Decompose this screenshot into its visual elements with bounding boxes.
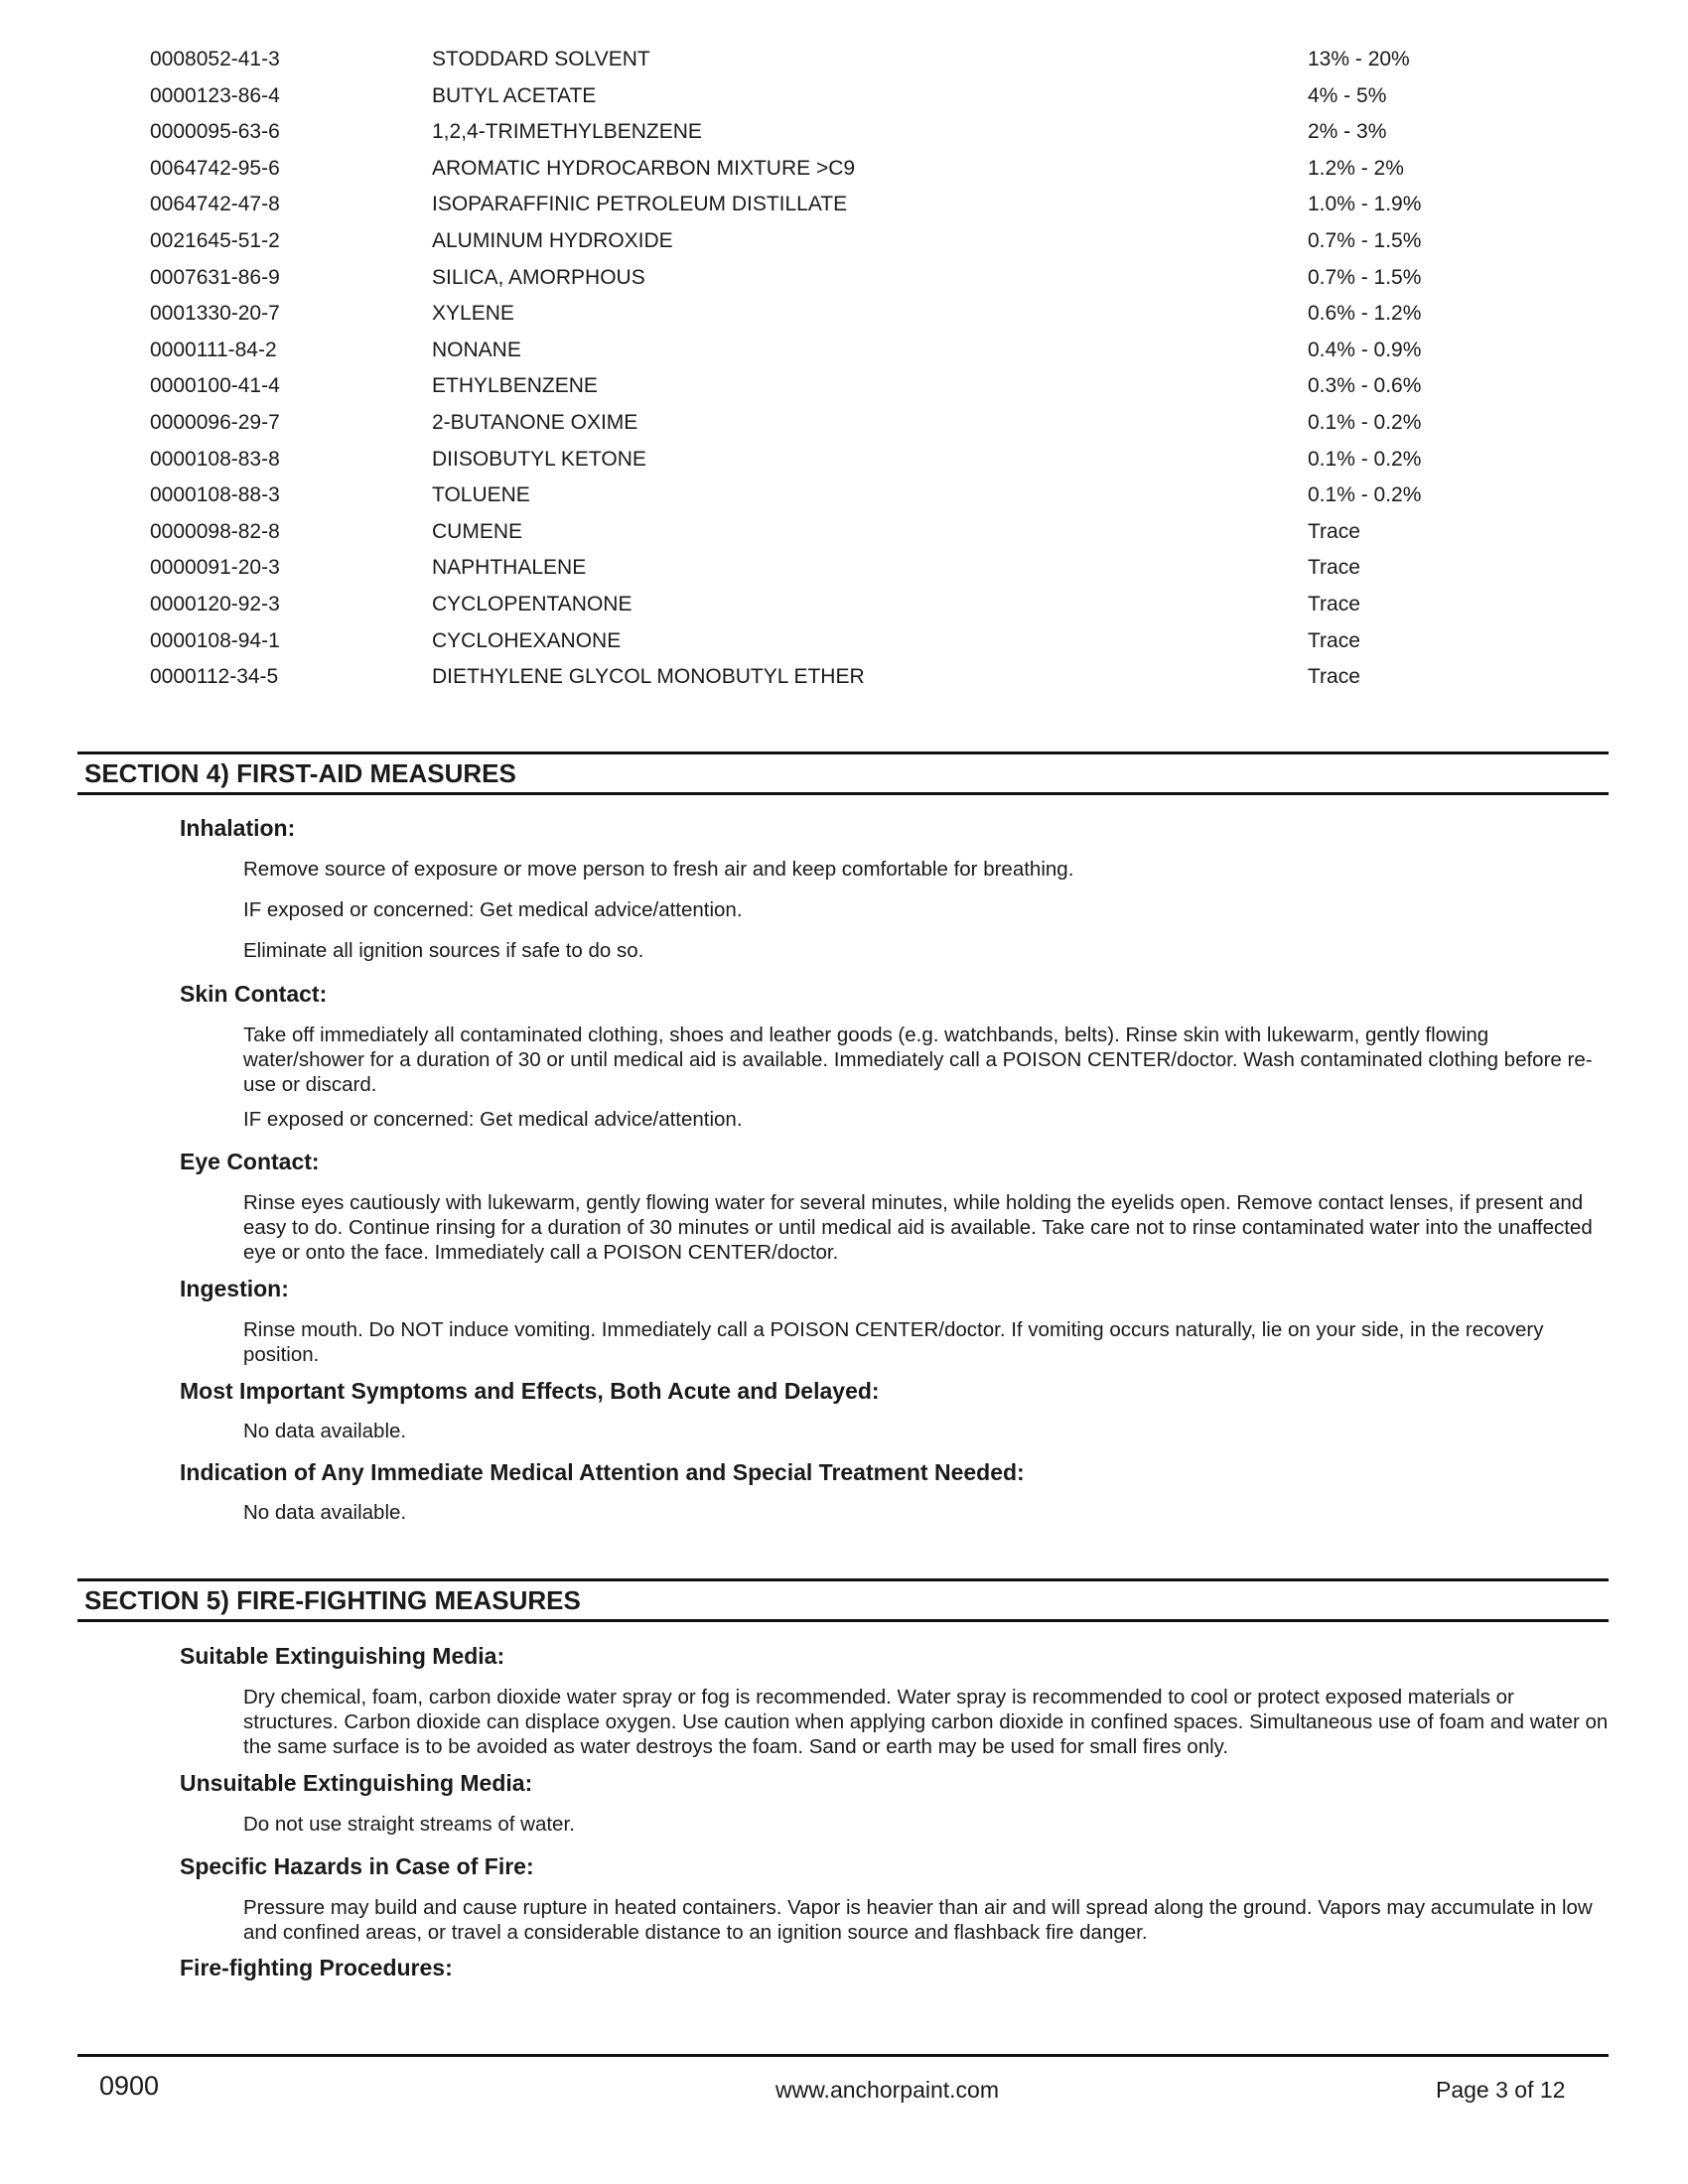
table-row — [150, 260, 1441, 297]
chemical-name: 1,2,4-TRIMETHYLBENZENE — [432, 120, 702, 144]
fire-fighting-procedures-heading: Fire-fighting Procedures: — [180, 1955, 453, 1980]
chemical-name: CUMENE — [432, 519, 523, 543]
unsuitable-media-heading: Unsuitable Extinguishing Media: — [180, 1770, 533, 1796]
cas-number: 0000108-83-8 — [150, 447, 280, 471]
cas-number: 0000091-20-3 — [150, 556, 280, 580]
inhalation-heading: Inhalation: — [180, 815, 296, 841]
chemical-name: NONANE — [432, 338, 521, 361]
chemical-name: XYLENE — [432, 302, 514, 326]
cas-number: 0000096-29-7 — [150, 410, 280, 434]
chemical-name: DIISOBUTYL KETONE — [432, 447, 646, 471]
cas-number: 0000123-86-4 — [150, 83, 280, 107]
ingestion-text: Rinse mouth. Do NOT induce vomiting. Immediately call a POISON CENTER/doctor. If vomiting occurs naturally, lie on your side, in the recovery position. — [243, 1318, 1544, 1366]
inhalation-text-1: Remove source of exposure or move person to fresh air and keep comfortable for breathing. — [243, 858, 1074, 881]
skin-contact-heading: Skin Contact: — [180, 981, 328, 1007]
cas-number: 0064742-95-6 — [150, 156, 280, 180]
inhalation-text-2: IF exposed or concerned: Get medical advice/attention. — [243, 898, 743, 921]
concentration: 0.7% - 1.5% — [1308, 265, 1422, 289]
chemical-name: ALUMINUM HYDROXIDE — [432, 228, 673, 252]
symptoms-heading: Most Important Symptoms and Effects, Both Acute and Delayed: — [180, 1378, 880, 1404]
table-row — [150, 587, 1441, 623]
specific-hazards-heading: Specific Hazards in Case of Fire: — [180, 1853, 534, 1879]
table-row — [150, 550, 1441, 587]
eye-contact-heading: Eye Contact: — [180, 1149, 320, 1174]
page-number: Page 3 of 12 — [1436, 2077, 1566, 2103]
cas-number: 0000095-63-6 — [150, 120, 280, 144]
cas-number: 0001330-20-7 — [150, 302, 280, 326]
chemical-name: BUTYL ACETATE — [432, 83, 597, 107]
concentration: Trace — [1308, 519, 1360, 543]
concentration: Trace — [1308, 556, 1360, 580]
cas-number: 0021645-51-2 — [150, 228, 280, 252]
chemical-name: SILICA, AMORPHOUS — [432, 265, 645, 289]
cas-number: 0064742-47-8 — [150, 193, 280, 216]
table-row — [150, 368, 1441, 405]
concentration: 0.4% - 0.9% — [1308, 338, 1422, 361]
table-row — [150, 333, 1441, 369]
cas-number: 0000098-82-8 — [150, 519, 280, 543]
medical-attention-heading: Indication of Any Immediate Medical Attention and Special Treatment Needed: — [180, 1459, 1025, 1485]
cas-number: 0007631-86-9 — [150, 265, 280, 289]
table-row — [150, 514, 1441, 551]
cas-number: 0000120-92-3 — [150, 592, 280, 615]
table-row — [150, 42, 1441, 78]
concentration: Trace — [1308, 592, 1360, 615]
table-row — [150, 623, 1441, 660]
document-code: 0900 — [99, 2071, 160, 2101]
inhalation-text-3: Eliminate all ignition sources if safe to do so. — [243, 939, 644, 962]
concentration: 1.2% - 2% — [1308, 156, 1404, 180]
concentration: 0.1% - 0.2% — [1308, 483, 1422, 507]
chemical-name: CYCLOHEXANONE — [432, 628, 622, 652]
suitable-media-text: Dry chemical, foam, carbon dioxide water spray or fog is recommended. Water spray is recommended to cool or protect exposed materials or structures. Carbon dioxide can displace oxygen. Use caution when applying carbon dioxide in confined spaces. Simultaneous use of foam and water on the same surface is to be avoided as water destroys the foam. Sand or earth may be used for small fires only. — [243, 1686, 1609, 1758]
chemical-name: TOLUENE — [432, 483, 530, 507]
website-link[interactable]: www.anchorpaint.com — [775, 2077, 999, 2103]
concentration: 0.1% - 0.2% — [1308, 410, 1422, 434]
cas-number: 0000108-88-3 — [150, 483, 280, 507]
table-row — [150, 151, 1441, 188]
concentration: 0.1% - 0.2% — [1308, 447, 1422, 471]
table-row — [150, 659, 1441, 696]
chemical-name: NAPHTHALENE — [432, 556, 587, 580]
eye-contact-text: Rinse eyes cautiously with lukewarm, gently flowing water for several minutes, while holding the eyelids open. Remove contact lenses, if present and easy to do. Continue rinsing for a duration of 30 minutes or until medical aid is available. Take care not to rinse contaminated water into the unaffected eye or onto the face. Immediately call a POISON CENTER/doctor. — [243, 1191, 1593, 1264]
ingestion-heading: Ingestion: — [180, 1276, 289, 1301]
table-row — [150, 223, 1441, 260]
chemical-name: ISOPARAFFINIC PETROLEUM DISTILLATE — [432, 193, 848, 216]
cas-number: 0000111-84-2 — [150, 338, 277, 361]
concentration: 4% - 5% — [1308, 83, 1387, 107]
suitable-media-heading: Suitable Extinguishing Media: — [180, 1643, 505, 1669]
specific-hazards-text: Pressure may build and cause rupture in heated containers. Vapor is heavier than air and will spread along the ground. Vapors may accumulate in low and confined areas, or travel a considerable distance to an ignition source and flashback fire danger. — [243, 1896, 1593, 1944]
cas-number: 0000108-94-1 — [150, 628, 280, 652]
chemical-name: ETHYLBENZENE — [432, 374, 598, 398]
concentration: 13% - 20% — [1308, 48, 1410, 70]
table-row — [150, 187, 1441, 223]
concentration: 0.6% - 1.2% — [1308, 302, 1422, 326]
symptoms-text: No data available. — [243, 1420, 407, 1442]
concentration: 0.3% - 0.6% — [1308, 374, 1422, 398]
chemical-name: CYCLOPENTANONE — [432, 592, 633, 615]
concentration: 2% - 3% — [1308, 120, 1387, 144]
cas-number: 0000112-34-5 — [150, 665, 279, 689]
concentration: Trace — [1308, 665, 1360, 689]
footer-divider — [77, 2054, 1609, 2057]
chemical-name: DIETHYLENE GLYCOL MONOBUTYL ETHER — [432, 665, 865, 689]
table-row — [150, 478, 1441, 514]
concentration: 0.7% - 1.5% — [1308, 228, 1422, 252]
section-5-header: SECTION 5) FIRE-FIGHTING MEASURES — [77, 1578, 1609, 1622]
table-row — [150, 405, 1441, 442]
concentration: Trace — [1308, 628, 1360, 652]
table-row — [150, 114, 1441, 151]
table-row — [150, 296, 1441, 333]
cas-number: 0000100-41-4 — [150, 374, 280, 398]
unsuitable-media-text: Do not use straight streams of water. — [243, 1813, 575, 1836]
composition-table — [150, 42, 1441, 696]
skin-contact-text-2: IF exposed or concerned: Get medical advice/attention. — [243, 1108, 743, 1131]
cas-number: 0008052-41-3 — [150, 48, 280, 70]
skin-contact-text-1: Take off immediately all contaminated clothing, shoes and leather goods (e.g. watchbands, belts). Rinse skin with lukewarm, gently flowing water/shower for a duration of 30 or until medical aid is available. Immediately call a POISON CENTER/doctor. Wash contaminated clothing before re-use or discard. — [243, 1024, 1593, 1096]
chemical-name: STODDARD SOLVENT — [432, 48, 650, 70]
concentration: 1.0% - 1.9% — [1308, 193, 1422, 216]
medical-attention-text: No data available. — [243, 1501, 407, 1524]
table-row — [150, 78, 1441, 115]
chemical-name: AROMATIC HYDROCARBON MIXTURE >C9 — [432, 156, 856, 180]
table-row — [150, 442, 1441, 478]
section-4-header: SECTION 4) FIRST-AID MEASURES — [77, 751, 1609, 795]
chemical-name: 2-BUTANONE OXIME — [432, 410, 638, 434]
